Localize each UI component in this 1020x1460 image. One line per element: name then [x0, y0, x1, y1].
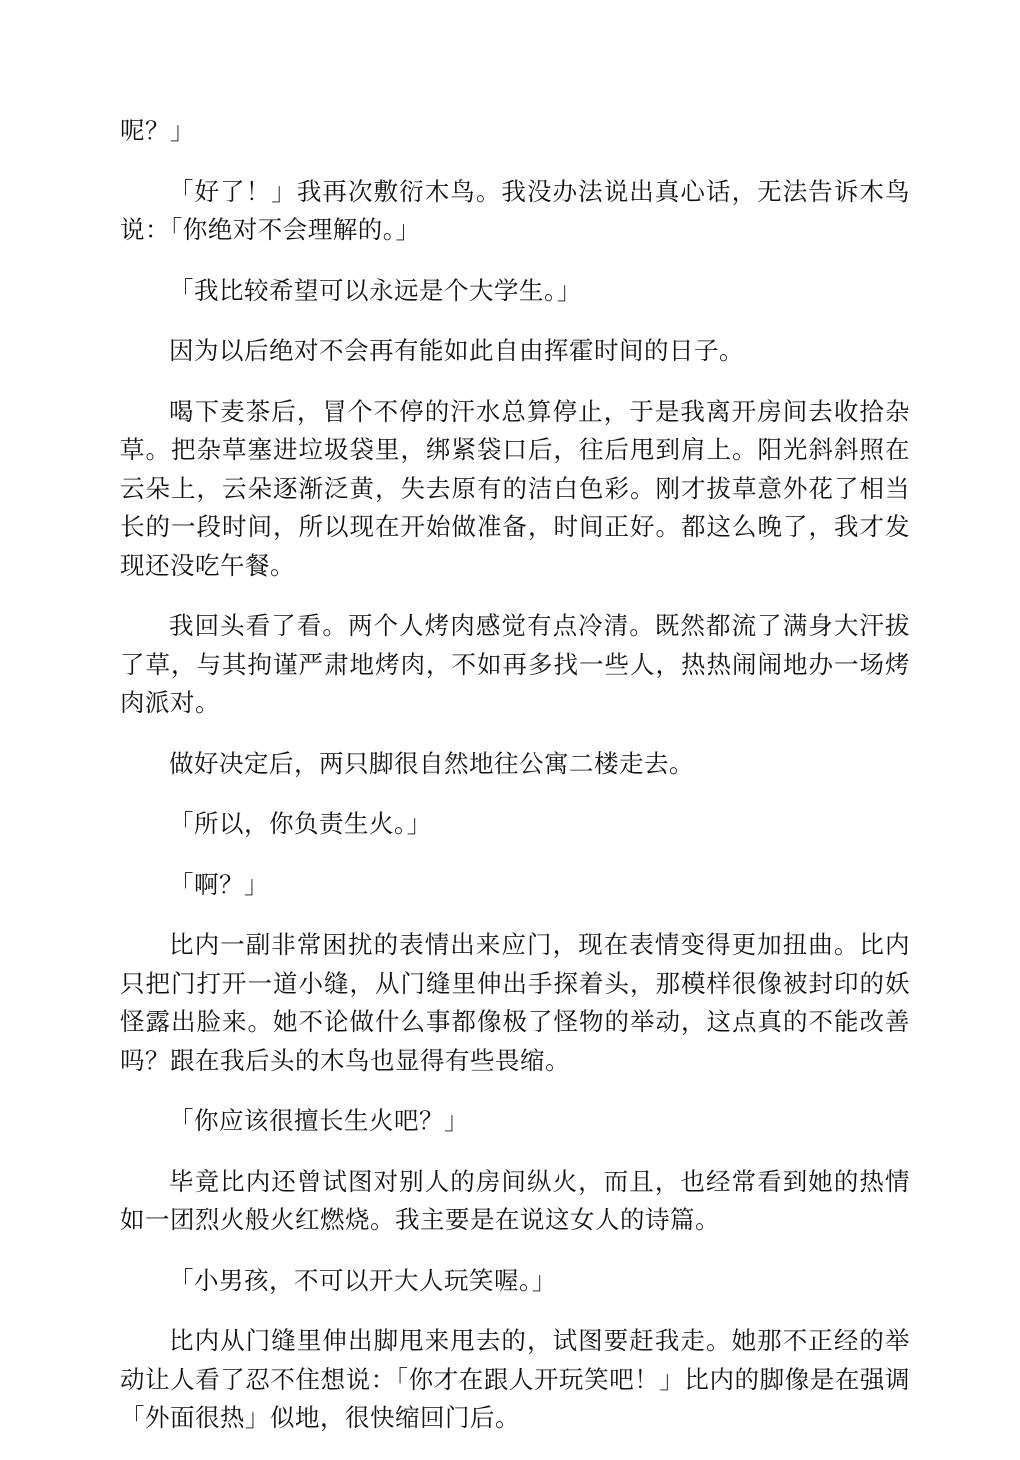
paragraph: 毕竟比内还曾试图对别人的房间纵火，而且，也经常看到她的热情如一团烈火般火红燃烧。我主要是在说这女人的诗篇。 — [120, 1166, 910, 1234]
paragraph-continuation: 呢？」 — [120, 116, 195, 145]
paragraph: 我回头看了看。两个人烤肉感觉有点冷清。既然都流了满身大汗拔了草，与其拘谨严肃地烤肉，不如再多找一些人，热热闹闹地办一场烤肉派对。 — [120, 611, 910, 717]
paragraph: 「好了！」我再次敷衍木鸟。我没办法说出真心话，无法告诉木鸟说：「你绝对不会理解的。」 — [120, 176, 910, 244]
paragraph: 比内从门缝里伸出脚甩来甩去的，试图要赶我走。她那不正经的举动让人看了忍不住想说：「你才在跟人开玩笑吧！」比内的脚像是在强调「外面很热」似地，很快缩回门后。 — [120, 1326, 910, 1432]
paragraph: 因为以后绝对不会再有能如此自由挥霍时间的日子。 — [169, 336, 744, 365]
paragraph: 「啊？」 — [169, 869, 269, 899]
paragraph: 「小男孩，不可以开大人玩笑喔。」 — [169, 1265, 557, 1295]
page-body — [120, 112, 910, 1460]
paragraph: 做好决定后，两只脚很自然地往公寓二楼走去。 — [169, 748, 694, 778]
paragraph: 「我比较希望可以永远是个大学生。」 — [169, 275, 582, 305]
paragraph: 「所以，你负责生火。」 — [169, 809, 432, 838]
paragraph: 「你应该很擅长生火吧？」 — [169, 1106, 469, 1135]
paragraph: 比内一副非常困扰的表情出来应门，现在表情变得更加扭曲。比内只把门打开一道小缝，从门缝里伸出手探着头，那模样很像被封印的妖怪露出脸来。她不论做什么事都像极了怪物的举动，这点真的不能改善吗？跟在我后头的木鸟也显得有些畏缩。 — [120, 930, 910, 1075]
paragraph: 喝下麦茶后，冒个不停的汗水总算停止，于是我离开房间去收拾杂草。把杂草塞进垃圾袋里，绑紧袋口后，往后甩到肩上。阳光斜斜照在云朵上，云朵逐渐泛黄，失去原有的洁白色彩。刚才拔草意外花了相当长的一段时间，所以现在开始做准备，时间正好。都这么晚了，我才发现还没吃午餐。 — [120, 396, 910, 580]
